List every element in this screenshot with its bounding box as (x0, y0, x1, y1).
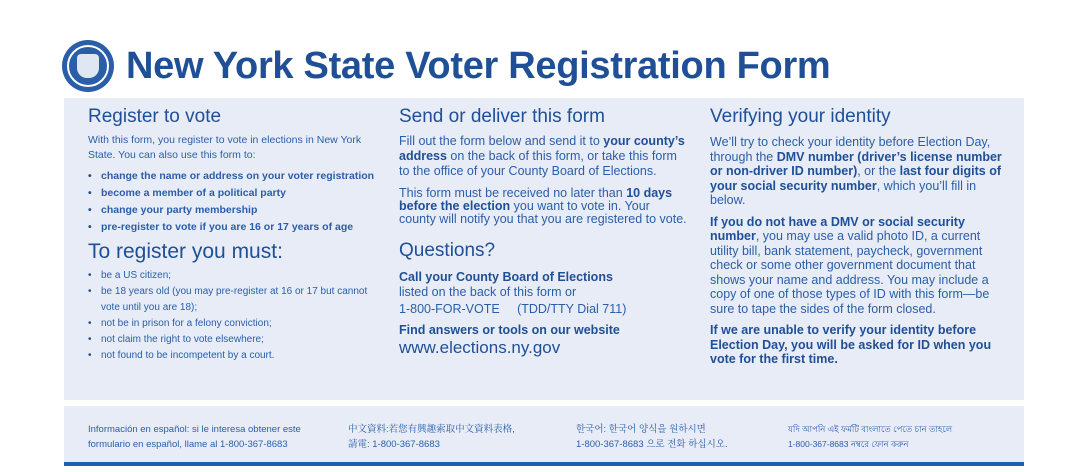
verify-paragraph-2: If you do not have a DMV or social security number, you may use a valid photo ID, a current utility bill, bank statement, paycheck, government check or some other government document that shows your name and address. You may include a copy of one of those types of ID with this form—be sure to tape the sides of the form closed. (710, 214, 990, 316)
bengali-notice: যদি আপনি এই ফর্মটি বাংলাতে পেতে চান তাহলে 1-800-367-8683 নম্বরে ফোন করুন (788, 424, 953, 449)
page-header (62, 38, 1052, 94)
list-item: • not found to be incompetent by a court. (88, 348, 378, 364)
register-intro: With this form, you register to vote in elections in New York State. You can also use this form to: (88, 134, 362, 161)
list-item: • be a US citizen; (88, 268, 378, 284)
must-heading: To register you must: (88, 240, 283, 263)
language-footer (64, 408, 1024, 462)
list-item: • be 18 years old (you may pre-register at 16 or 17 but cannot vote until you are 18); (88, 284, 378, 316)
questions-heading: Questions? (399, 240, 496, 261)
list-item: • pre-register to vote if you are 16 or 17 years of age (88, 219, 378, 236)
verify-heading: Verifying your identity (710, 106, 891, 127)
questions-call-text: listed on the back of this form or (399, 285, 577, 299)
korean-notice: 한국어: 한국어 양식을 원하시면 1-800-367-8683 으로 전화 하십시오. (576, 424, 728, 450)
info-panel (64, 98, 1024, 400)
register-heading: Register to vote (88, 106, 222, 127)
phone-number: 1-800-FOR-VOTE (TDD/TTY Dial 711) (399, 302, 627, 316)
verify-paragraph-3: If we are unable to verify your identity before Election Day, you will be asked for ID when you vote for the first time. (710, 323, 992, 366)
list-item: • become a member of a political party (88, 185, 378, 202)
questions-find: Find answers or tools on our website (399, 323, 620, 337)
chinese-notice: 中文資料:若您有興趣索取中文資料表格, 請電: 1-800-367-8683 (348, 424, 515, 450)
register-column (88, 106, 378, 364)
verify-paragraph-1: We’ll try to check your identity before Election Day, through the DMV number (driver’s license number or non-driver ID number), or the last four digits of your social security number, which you’ll fill in below. (710, 135, 1002, 207)
list-item: • not claim the right to vote elsewhere; (88, 332, 378, 348)
verify-column (710, 106, 1010, 367)
spanish-notice: Información en español: si le interesa obtener este formulario en español, llame al 1-800-367-8683 (88, 424, 301, 450)
must-list (88, 268, 378, 364)
ny-state-seal-icon (62, 40, 114, 92)
website-link[interactable]: www.elections.ny.gov (399, 338, 561, 357)
list-item: • not be in prison for a felony conviction; (88, 316, 378, 332)
list-item: • change the name or address on your voter registration (88, 168, 378, 185)
page-title: New York State Voter Registration Form (126, 44, 831, 87)
questions-call: Call your County Board of Elections (399, 270, 613, 284)
bottom-rule (64, 462, 1024, 466)
register-list (88, 168, 378, 236)
send-paragraph-1: Fill out the form below and send it to your county’s address on the back of this form, or take this form to the office of your County Board of Elections. (399, 134, 685, 178)
send-paragraph-2: This form must be received no later than 10 days before the election you want to vote in. Your county will notify you that you are registered to vote. (399, 186, 687, 226)
send-column (399, 106, 689, 358)
send-heading: Send or deliver this form (399, 106, 605, 127)
list-item: • change your party membership (88, 202, 378, 219)
